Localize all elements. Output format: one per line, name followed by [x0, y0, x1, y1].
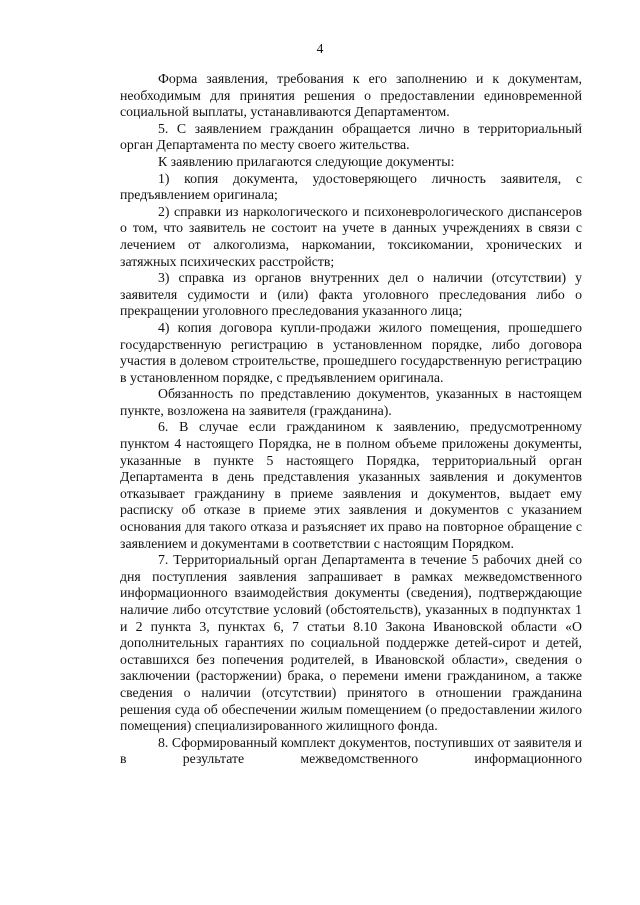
page-number: 4	[316, 41, 324, 56]
paragraph: 7. Территориальный орган Департамента в течение 5 рабочих дней со дня поступления заявления запрашивает в рамках межведомственного информационного взаимодействия документы (сведения), подтверждающие наличие либо отсутствие условий (обстоятельств), указанных в подпунктах 1 и 2 пункта 3, пунктах 6, 7 статьи 8.10 Закона Ивановской области «О дополнительных гарантиях по социальной поддержке детей-сирот и детей, оставшихся без попечения родителей, в Ивановской области», сведения о заключении (расторжении) брака, о перемени имени гражданином, а также сведения о наличии (отсутствии) принятого в отношении гражданина решения суда об обеспечении жилым помещением (о предоставлении жилого помещения) специализированного жилищного фонда.	[120, 552, 582, 734]
paragraph: 5. С заявлением гражданин обращается лично в территориальный орган Департамента по месту своего жительства.	[120, 120, 582, 153]
paragraph: 1) копия документа, удостоверяющего личность заявителя, с предъявлением оригинала;	[120, 170, 582, 203]
paragraph: К заявлению прилагаются следующие документы:	[158, 153, 455, 169]
paragraph: Форма заявления, требования к его заполнению и к документам, необходимым для принятия решения о предоставлении единовременной социальной выплаты, устанавливаются Департаментом.	[120, 71, 582, 120]
paragraph: 2) справки из наркологического и психоневрологического диспансеров о том, что заявитель не состоит на учете в данных учреждениях в связи с лечением от алкоголизма, наркомании, токсикомании, хронических и затяжных психических расстройств;	[120, 203, 582, 269]
paragraph: Обязанность по представлению документов, указанных в настоящем пункте, возложена на заявителя (гражданина).	[120, 386, 582, 418]
paragraph: 6. В случае если гражданином к заявлению, предусмотренному пунктом 4 настоящего Порядка, не в полном объеме приложены документы, указанные в пункте 5 настоящего Порядка, территориальный орган Департамента в день представления указанных заявления и документов отказывает гражданину в приеме заявления и документов, выдает ему расписку об отказе в приеме этих заявления и документов с указанием основания для такого отказа и разъясняет их право на повторное обращение с заявлением и документами в соответствии с настоящим Порядком.	[120, 419, 582, 551]
document-body	[120, 71, 582, 768]
paragraph: 4) копия договора купли-продажи жилого помещения, прошедшего государственную регистрацию в установленном порядке, либо договора участия в долевом строительстве, прошедшего государственную регистрацию в установленном порядке, с предъявлением оригинала.	[120, 319, 582, 385]
paragraph: 3) справка из органов внутренних дел о наличии (отсутствии) у заявителя судимости и (или) факта уголовного преследования либо о прекращении уголовного преследования указанного лица;	[120, 270, 582, 319]
paragraph: 8. Сформированный комплект документов, поступивших от заявителя и в результате межведомственного информационного	[120, 734, 582, 767]
